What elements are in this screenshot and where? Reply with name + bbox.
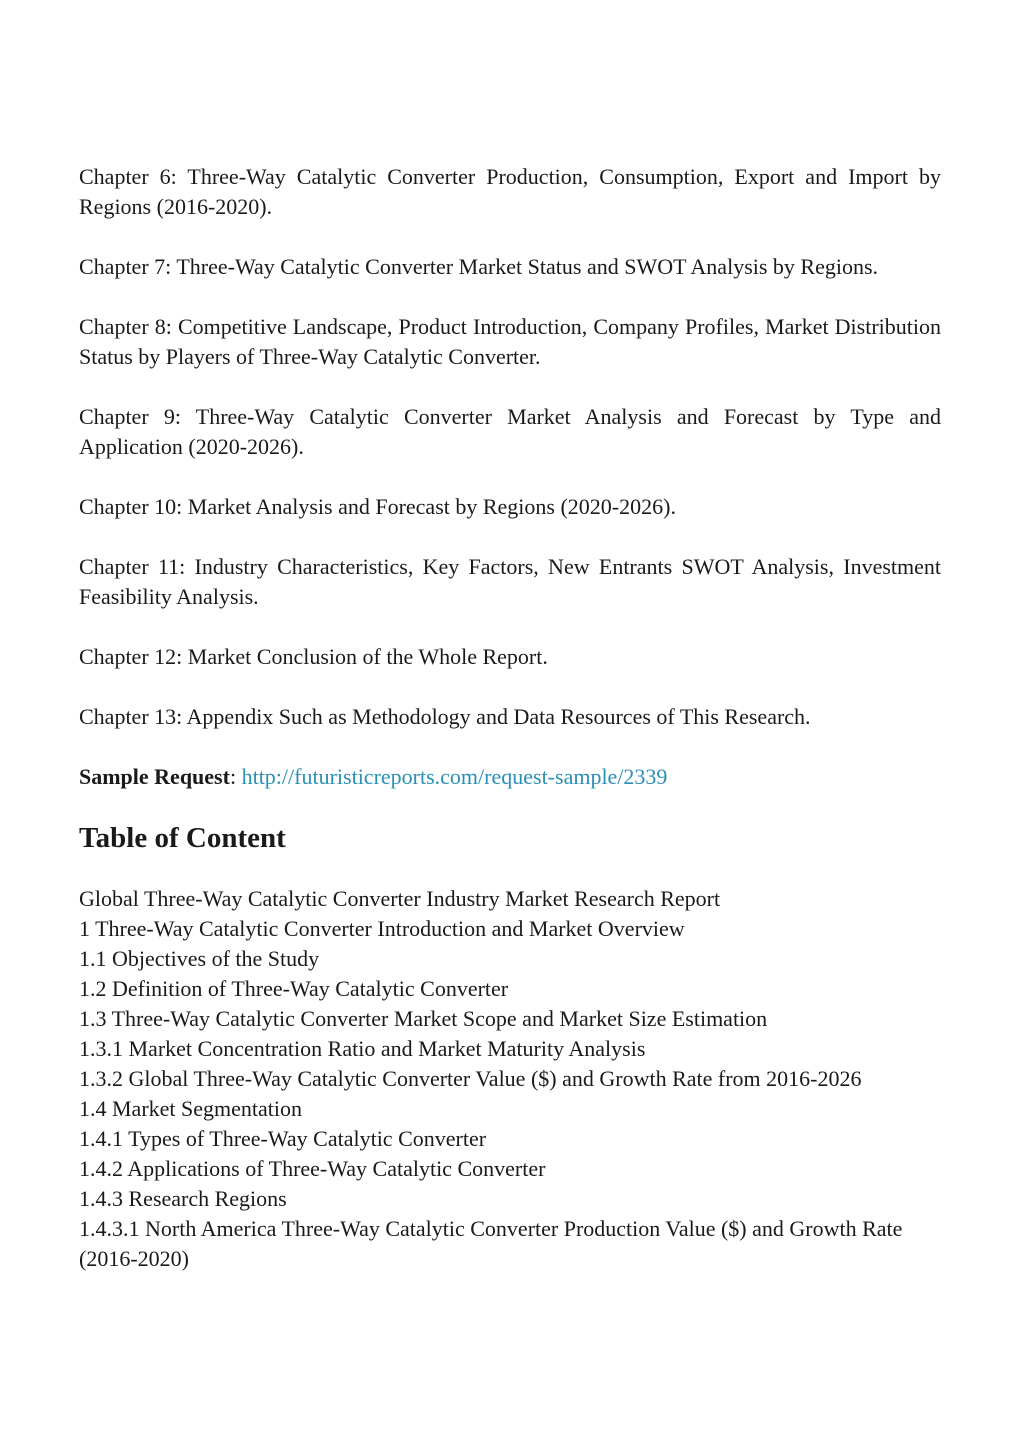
chapter-13-paragraph: Chapter 13: Appendix Such as Methodology and Data Resources of This Research. [79, 704, 811, 729]
toc-item: 1.3 Three-Way Catalytic Converter Market Scope and Market Size Estimation [79, 1006, 768, 1031]
toc-item: 1.1 Objectives of the Study [79, 946, 320, 971]
toc-item: 1.4 Market Segmentation [79, 1096, 303, 1121]
toc-item: 1.4.2 Applications of Three-Way Catalytic Converter [79, 1156, 546, 1181]
chapter-7-paragraph: Chapter 7: Three-Way Catalytic Converter Market Status and SWOT Analysis by Regions. [79, 254, 879, 279]
toc-item: 1.3.1 Market Concentration Ratio and Market Maturity Analysis [79, 1036, 646, 1061]
toc-item: 1.2 Definition of Three-Way Catalytic Converter [79, 976, 509, 1001]
toc-item: 1.4.3.1 North America Three-Way Catalytic Converter Production Value ($) and Growth Rate (2016-2020) [79, 1216, 903, 1271]
toc-item: 1 Three-Way Catalytic Converter Introduction and Market Overview [79, 916, 685, 941]
sample-request-link[interactable]: http://futuristicreports.com/request-sample/2339 [241, 764, 668, 789]
sample-request-separator: : [229, 764, 242, 789]
chapter-12-paragraph: Chapter 12: Market Conclusion of the Whole Report. [79, 644, 548, 669]
toc-item: 1.3.2 Global Three-Way Catalytic Converter Value ($) and Growth Rate from 2016-2026 [79, 1066, 862, 1091]
toc-item: 1.4.1 Types of Three-Way Catalytic Converter [79, 1126, 487, 1151]
toc-item: Global Three-Way Catalytic Converter Industry Market Research Report [79, 886, 721, 911]
chapter-6-paragraph: Chapter 6: Three-Way Catalytic Converter Production, Consumption, Export and Import by Regions (2016-2020). [79, 164, 941, 219]
toc-item: 1.4.3 Research Regions [79, 1186, 287, 1211]
sample-request-label: Sample Request [79, 764, 230, 789]
chapter-10-paragraph: Chapter 10: Market Analysis and Forecast by Regions (2020-2026). [79, 494, 676, 519]
sample-request-line [79, 762, 941, 792]
chapter-8-paragraph: Chapter 8: Competitive Landscape, Product Introduction, Company Profiles, Market Distribution Status by Players of Three-Way Catalytic Converter. [79, 314, 941, 369]
chapter-9-paragraph: Chapter 9: Three-Way Catalytic Converter Market Analysis and Forecast by Type and Application (2020-2026). [79, 404, 941, 459]
toc-list [79, 884, 941, 1274]
chapter-11-paragraph: Chapter 11: Industry Characteristics, Key Factors, New Entrants SWOT Analysis, Investment Feasibility Analysis. [79, 554, 941, 609]
document-page [79, 162, 941, 1274]
toc-heading: Table of Content [79, 822, 286, 854]
